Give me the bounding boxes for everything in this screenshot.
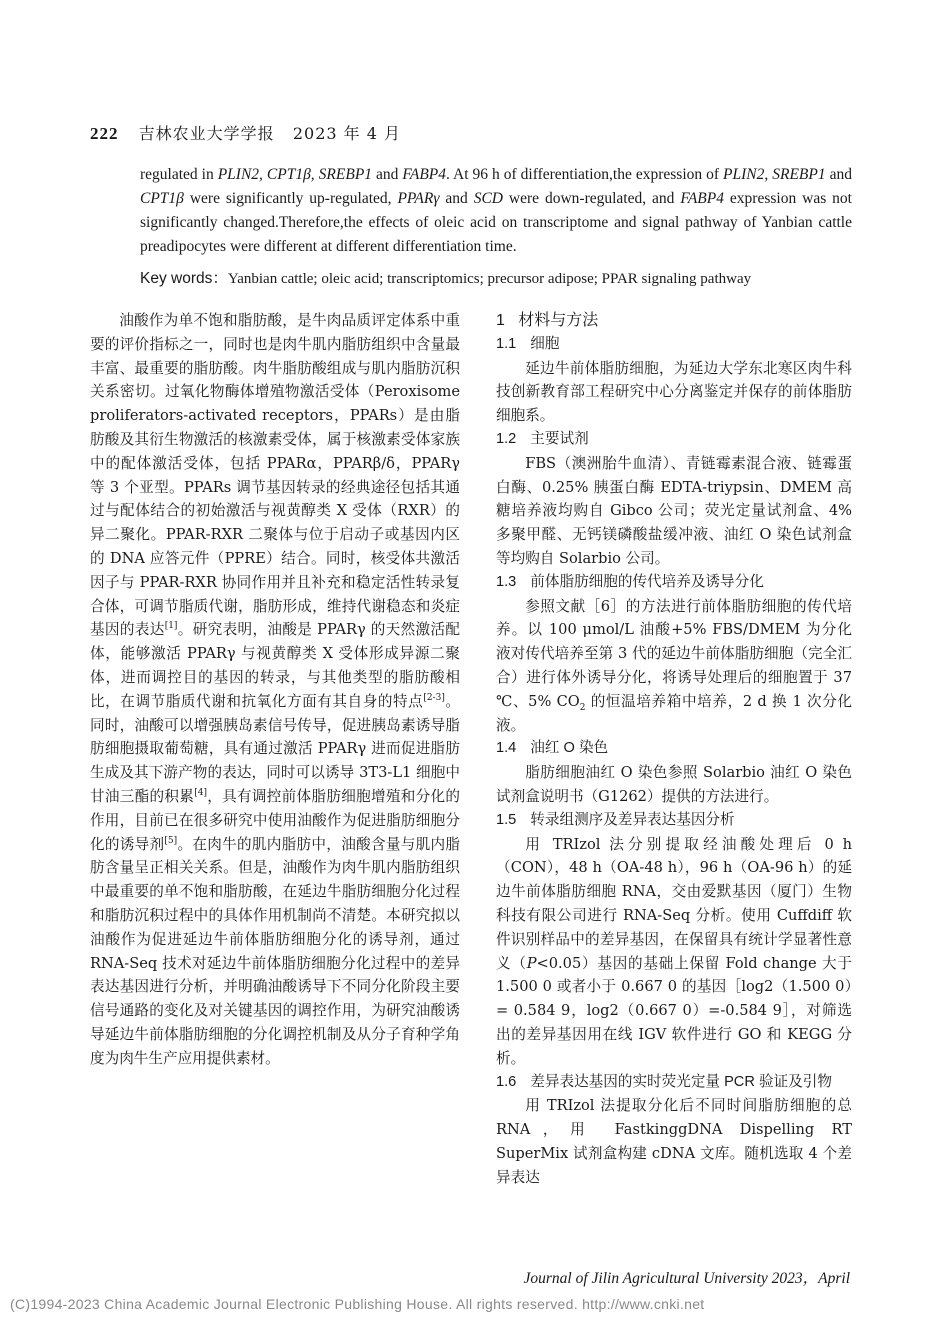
- gene-list: PLIN2, CPT1β, SREBP1: [217, 166, 373, 183]
- citation[interactable]: [2-3]: [423, 692, 445, 703]
- left-column: [90, 309, 460, 1071]
- citation[interactable]: [4]: [194, 788, 207, 799]
- subsection-heading: 1.4 油红 O 染色: [496, 740, 609, 757]
- citation[interactable]: [5]: [164, 835, 178, 846]
- citation[interactable]: [1]: [164, 621, 178, 632]
- keywords: [140, 266, 852, 288]
- subsection-heading: 1.1 细胞: [496, 335, 560, 352]
- subsection-heading: 1.3 前体脂肪细胞的传代培养及诱导分化: [496, 573, 764, 590]
- subsection-heading: 1.6 差异表达基因的实时荧光定量 PCR 验证及引物: [496, 1073, 832, 1090]
- keywords-text: Yanbian cattle; oleic acid; transcriptomics; precursor adipose; PPAR signaling pathway: [227, 271, 752, 287]
- english-abstract: regulated in PLIN2, CPT1β, SREBP1 and FABP4. At 96 h of differentiation,the expression of PLIN2, SREBP1 and CPT1β were significantly up-regulated, PPARγ and SCD were down-regulated, and FABP4 expression was not significantly changed.Therefore,the effects of oleic acid on transcriptome and signal pathway of Yanbian cattle preadipocytes were different at different differentiation time.: [140, 166, 852, 255]
- running-header: [90, 121, 401, 144]
- paragraph: 用 TRIzol 法分别提取经油酸处理后 0 h（CON），48 h（OA-48 h），96 h（OA-96 h）的延边牛前体脂肪细胞 RNA，交由爱默基因（厦门）生物科技有限公司进行 RNA-Seq 分析。使用 Cuffdiff 软件识别样品中的差异基因，在保留具有统计学显著性意义（P<0.05）基因的基础上保留 Fold change 大于 1.500 0 或者小于 0.667 0 的基因［log2（1.500 0）= 0.584 9，log2（0.667 0）=-0.584 9］，对筛选出的差异基因用在线 IGV 软件进行 GO 和 KEGG 分析。: [496, 835, 852, 1067]
- subsection-heading: 1.2 主要试剂: [496, 430, 589, 447]
- paragraph: 脂肪细胞油红 O 染色参照 Solarbio 油红 O 染色试剂盒说明书（G1262）提供的方法进行。: [496, 764, 852, 805]
- right-column: [496, 309, 852, 1189]
- journal-title-cn: 吉林农业大学学报: [138, 124, 275, 143]
- paragraph: FBS（澳洲胎牛血清）、青链霉素混合液、链霉蛋白酶、0.25% 胰蛋白酶 EDTA-triypsin、DMEM 高糖培养液均购自 Gibco 公司；荧光定量试剂盒、4% 多聚甲醛、无钙镁磷酸盐缓冲液、油红 O 染色试剂盒等均购自 Solarbio 公司。: [496, 454, 852, 567]
- page-number: 222: [90, 124, 119, 143]
- copyright-notice: (C)1994-2023 China Academic Journal Electronic Publishing House. All rights reserved. http://www.cnki.net: [10, 1296, 705, 1312]
- keywords-label: Key words：: [140, 270, 228, 287]
- intro-paragraph: 油酸作为单不饱和脂肪酸，是牛肉品质评定体系中重要的评价指标之一，同时也是肉牛肌内脂肪组织中含量最丰富、最重要的脂肪酸。肉牛脂肪酸组成与肌内脂肪沉积关系密切。过氧化物酶体增殖物激活受体（Peroxisome proliferators-activated receptors，PPARs）是由脂肪酸及其衍生物激活的核激素受体，属于核激素受体家族中的配体激活受体，包括 PPARα，PPARβ/δ，PPARγ 等 3 个亚型。PPARs 调节基因转录的经典途径包括其通过与配体结合的初始激活与视黄醇类 X 受体（RXR）的异二聚化。PPAR-RXR 二聚体与位于启动子或基因内区的 DNA 应答元件（PPRE）结合。同时，核受体共激活因子与 PPAR-RXR 协同作用并且补充和稳定活性转录复合体，可调节脂质代谢，脂肪形成，维持代谢稳态和炎症基因的表达[1]。研究表明，油酸是 PPARγ 的天然激活配体，能够激活 PPARγ 与视黄醇类 X 受体形成异源二聚体，进而调控目的基因的转录，与其他类型的脂肪酸相比，在调节脂质代谢和抗氧化方面有其自身的特点[2-3]。同时，油酸可以增强胰岛素信号传导，促进胰岛素诱导脂肪细胞摄取葡萄糖，具有通过激活 PPARγ 进而促进脂肪生成及其下游产物的表达，同时可以诱导 3T3-L1 细胞中甘油三酯的积累[4]，具有调控前体脂肪细胞增殖和分化的作用，目前已在很多研究中使用油酸作为促进脂肪细胞分化的诱导剂[5]。在肉牛的肌内脂肪中，油酸含量与肌内脂肪含量呈正相关关系。但是，油酸作为肉牛肌内脂肪组织中最重要的单不饱和脂肪酸，在延边牛脂肪细胞分化过程和脂肪沉积过程中的具体作用机制尚不清楚。本研究拟以油酸作为促进延边牛前体脂肪细胞分化的诱导剂，通过 RNA-Seq 技术对延边牛前体脂肪细胞分化过程中的差异表达基因进行分析，并明确油酸诱导下不同分化阶段主要信号通路的变化及对关键基因的调控作用，为研究油酸诱导延边牛前体脂肪细胞的分化调控机制及从分子育种学角度为肉牛生产应用提供素材。: [90, 312, 460, 1067]
- subsection-heading: 1.5 转录组测序及差异表达基因分析: [496, 811, 735, 828]
- paragraph: 延边牛前体脂肪细胞，为延边大学东北寒区肉牛科技创新教育部工程研究中心分离鉴定并保存的前体脂肪细胞系。: [496, 359, 852, 425]
- paragraph: 参照文献［6］的方法进行前体脂肪细胞的传代培养。以 100 μmol/L 油酸+5% FBS/DMEM 为分化液对传代培养至第 3 代的延边牛前体脂肪细胞（完全汇合）进行体外诱导分化，将诱导处理后的细胞置于 37 ℃、5% $CO_2$ 的恒温培养箱中培养，2 d 换 1 次分化液。: [496, 597, 853, 734]
- issue-date: 2023 年 4 月: [292, 124, 402, 143]
- journal-footer: Journal of Jilin Agricultural University 2023，April: [523, 1270, 850, 1287]
- paragraph: 用 TRIzol 法提取分化后不同时间脂肪细胞的总 RNA，用 FastkinggDNA Dispelling RT SuperMix 试剂盒构建 cDNA 文库。随机选取 4 个差异表达: [496, 1097, 852, 1186]
- section-heading: 1 材料与方法: [496, 312, 599, 329]
